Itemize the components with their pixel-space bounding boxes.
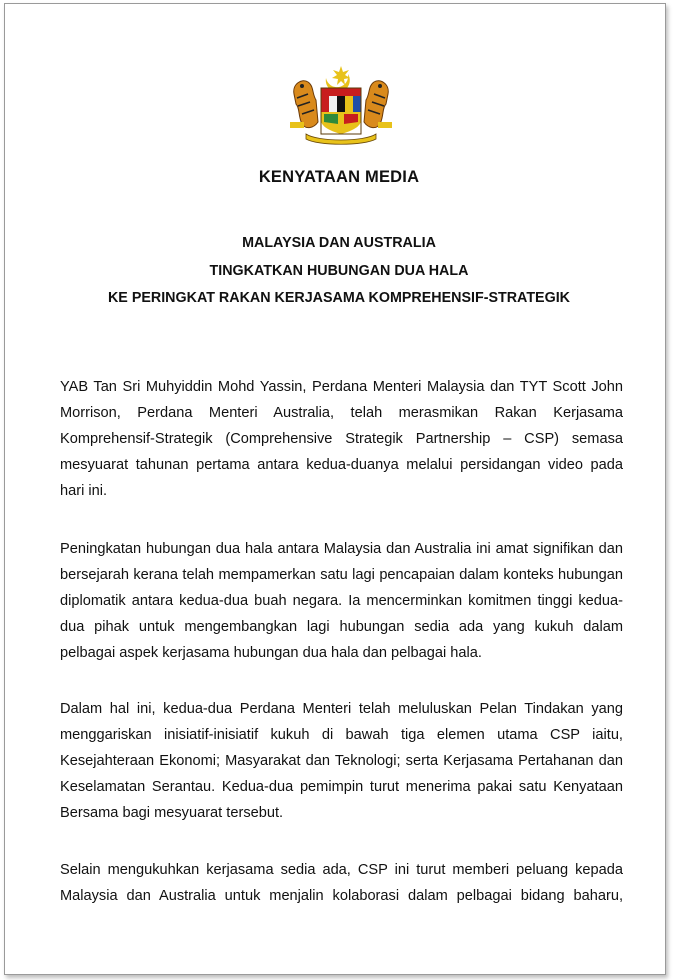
paragraph-1	[60, 374, 623, 504]
text-line: Morrison, Perdana Menteri Australia, telah merasmikan Rakan Kerjasama	[60, 405, 623, 421]
text-line: Dalam hal ini, kedua-dua Perdana Menteri telah meluluskan Pelan Tindakan yang	[60, 701, 623, 717]
text-line: Keselamatan Serantau. Kedua-dua pemimpin turut menerima pakai satu Kenyataan	[60, 779, 623, 795]
paragraph-4	[60, 857, 623, 909]
text-line: Bersama bagi mesyuarat tersebut.	[60, 805, 284, 821]
text-line: YAB Tan Sri Muhyiddin Mohd Yassin, Perdana Menteri Malaysia dan TYT Scott John	[60, 379, 623, 395]
text-line: Kesejahteraan Ekonomi; Masyarakat dan Teknologi; serta Kerjasama Pertahanan dan	[60, 753, 623, 769]
text-line: menggariskan inisiatif-inisiatif kukuh di bawah tiga elemen utama CSP iaitu,	[60, 727, 623, 743]
paragraph-3	[60, 696, 623, 826]
text-line: pelbagai aspek kerjasama hubungan dua hala dan pelbagai hala.	[60, 645, 482, 661]
coat-of-arms-emblem	[288, 64, 394, 146]
text-line: hari ini.	[60, 483, 108, 499]
document-type-heading: KENYATAAN MEDIA	[258, 168, 420, 186]
title-line: MALAYSIA DAN AUSTRALIA	[242, 235, 436, 251]
text-line: mesyuarat tahunan pertama antara kedua-duanya melalui persidangan video pada	[60, 457, 623, 473]
text-line: Selain mengukuhkan kerjasama sedia ada, CSP ini turut memberi peluang kepada	[60, 862, 623, 878]
text-line: bersejarah kerana telah mempamerkan satu lagi pencapaian dalam konteks hubungan	[60, 567, 623, 583]
text-line: Malaysia dan Australia untuk menjalin kolaborasi dalam pelbagai bidang baharu,	[60, 888, 623, 904]
text-line: dua pihak untuk mengembangkan lagi hubungan sedia ada yang kukuh dalam	[60, 619, 623, 635]
text-line: Peningkatan hubungan dua hala antara Malaysia dan Australia ini amat signifikan dan	[60, 541, 623, 557]
title-line: TINGKATKAN HUBUNGAN DUA HALA	[209, 263, 469, 279]
text-line: diplomatik antara kedua-dua buah negara. Ia mencerminkan komitmen tinggi kedua-	[60, 593, 623, 609]
paragraph-2	[60, 536, 623, 666]
title-line: KE PERINGKAT RAKAN KERJASAMA KOMPREHENSIF-STRATEGIK	[107, 290, 571, 306]
text-line: Komprehensif-Strategik (Comprehensive Strategik Partnership – CSP) semasa	[60, 431, 623, 447]
